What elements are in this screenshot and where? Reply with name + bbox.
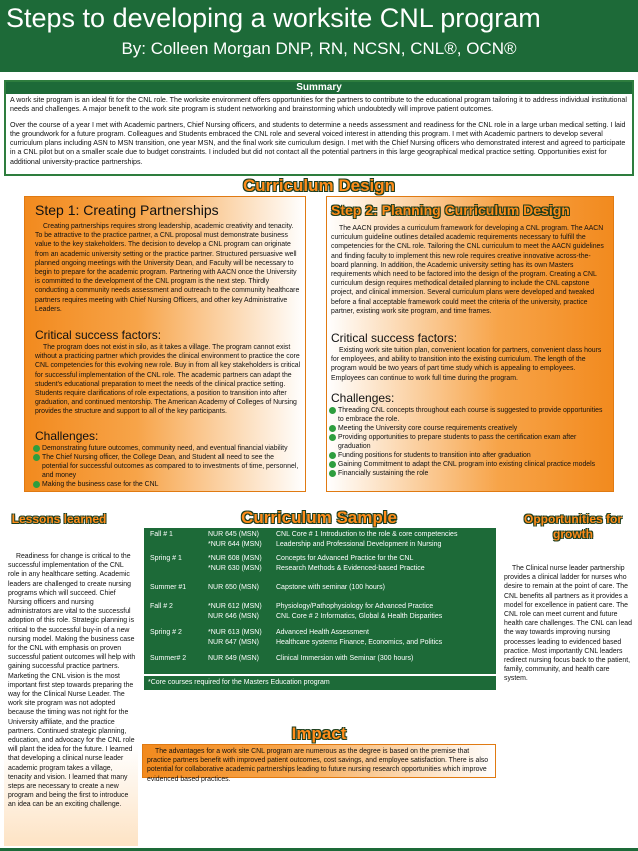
opportunities-title: Opportunities for growth [524, 512, 622, 541]
course-cell: NUR 645 (MSN) *NUR 644 (MSN) [208, 531, 262, 548]
course-cell: NUR 650 (MSN) [208, 584, 259, 591]
description-cell: CNL Core # 1 Introduction to the role & core competencies Leadership and Professional Development in Nursing [276, 531, 458, 548]
term-cell: Spring # 1 [150, 555, 182, 562]
term-cell: Summer# 2 [150, 655, 187, 662]
term-cell: Fall # 2 [150, 603, 173, 610]
course-cell: *NUR 612 (MSN) NUR 646 (MSN) [208, 603, 262, 620]
list-item: Providing opportunities to prepare students to pass the certification exam after graduation [329, 433, 607, 451]
table-footnote: *Core courses required for the Masters Education program [144, 676, 496, 690]
step1-panel [24, 196, 306, 492]
description-cell: Advanced Health Assessment Healthcare systems Finance, Economics, and Politics [276, 629, 443, 646]
summary-paragraph-1: A work site program is an ideal fit for the CNL role. The worksite environment offers opportunities for the partners to contribute to the educational program tailoring it to address individual institutional needs and challenges. A major benefit to the work site program is student networking and brainstorming which undoubtedly will improve patient outcomes. [10, 96, 627, 114]
step1-text: Creating partnerships requires strong leadership, academic creativity and tenacity. To be attractive to the practice partner, a CNL proposal must demonstrate business value to the key stakeholders. The decision to develop a CNL program can originate from an academic university setting or the practice partner. Structured persuasive well planned ongoing meetings with the University Dean, and Faculty will be necessary to begin to prepare for the academic program. Partnering with AACN once the University is committed to the development of the CNL program is the next step. Thirdly conducting a community needs assessment and outreach to the community healthcare partners requires meeting with Chief Nursing Officers, and other key Administrative Leaders. [35, 223, 300, 313]
curriculum-design-title: Curriculum Design [242, 176, 396, 195]
step2-csf-text: Existing work site tuition plan, convenient location for partners, convenient class hours for employees, and ability to transition into the existing curriculum. The length of the program would be two years of part time study which is appealing to employees. Employees can continue to work full time during the program. [331, 347, 602, 382]
lessons-title: Lessons learned [11, 512, 107, 526]
step2-challenges-heading: Challenges: [331, 391, 395, 405]
summary-box [4, 80, 634, 176]
step1-challenges-heading: Challenges: [35, 429, 99, 443]
step1-heading: Step 1: Creating Partnerships [35, 202, 219, 218]
course-cell: *NUR 613 (MSN) NUR 647 (MSN) [208, 629, 262, 646]
impact-text: The advantages for a work site CNL program are numerous as the degree is based on the premise that practice partners benefit with improved patient outcomes, cost savings, and employee satisfaction. There is also potential for collaborative academic partnerships leading to future nursing research opportunities which improve evidenced based practices. [147, 748, 489, 783]
summary-paragraph-2: Over the course of a year I met with Academic partners, Chief Nursing officers, and students to determine a needs assessment and readiness for the CNL role in a large urban medical setting. I laid the groundwork for a future program. Colleagues and Students embraced the CNL role and several voiced interest in attending this program. I met with Academic partners to develop several curriculum plans including ASN to MSN transition, one year MSN, and the final work site curriculum design. I met with the Chief Nursing officers who demonstrated interest and agreed to participate in a CNL pilot but on a smaller scale due to budget constraints. I included but did not contact all the potential partners in this large geographical medical practice setting. Opportunities exist for additional university-practice partnerships. [10, 120, 626, 166]
step2-heading: Step 2: Planning Curriculum Design [331, 202, 570, 218]
list-item: Threading CNL concepts throughout each course is suggested to provide opportunities to embrace the role. [329, 406, 607, 424]
step2-text: The AACN provides a curriculum framework for developing a CNL program. The AACN curriculum guideline outlines detailed academic requirements necessary to fulfill the competencies for the CNL role. Tailoring the CNL curriculum to meet the AACN guidelines and finding faculty to implement this new role requires creative innovative across-the-board planning. In addition, the Academic university setting has its own Masters requirements which need to be factored into the design of the program. Creating a CNL curriculum design requires methodical detailed planning to include the CNL capstone project, and clinical immersion. Several curriculum plans were developed and tweaked before a final acceptable framework could meet the criteria of the university, practice partner, existing work site program, and time frames. [331, 225, 604, 315]
step2-challenges-list [329, 406, 607, 478]
summary-body [6, 94, 632, 175]
course-cell: *NUR 608 (MSN) *NUR 630 (MSN) [208, 555, 262, 572]
step2-csf-heading: Critical success factors: [331, 331, 458, 345]
list-item: Meeting the University core course requirements creatively [329, 424, 607, 433]
term-cell: Spring # 2 [150, 629, 182, 636]
description-cell: Concepts for Advanced Practice for the CNL Research Methods & Evidenced-based Practice [276, 555, 425, 572]
impact-panel [142, 744, 496, 783]
list-item: Demonstrating future outcomes, community need, and eventual financial viability [33, 444, 299, 453]
list-item: Financially sustaining the role [329, 469, 607, 478]
poster-header [0, 0, 638, 72]
curriculum-sample-title: Curriculum Sample [241, 508, 397, 527]
term-cell: Fall # 1 [150, 531, 173, 538]
opportunities-text: The Clinical nurse leader partnership provides a clinical ladder for nurses who desire to remain at the point of care. The CNL benefits all partners as it provides a model for excellence in patient care. The CNL role can meet current and future health care challenges. The CNL can lead the way towards improving nursing processes leading to evidenced based practice. Most importantly CNL leaders redirect nursing focus back to the patient, family, community, and health care system. [504, 565, 632, 683]
description-cell: Capstone with seminar (100 hours) [276, 584, 385, 591]
step1-csf-heading: Critical success factors: [35, 328, 162, 342]
list-item: Making the business case for the CNL [33, 480, 299, 489]
impact-title: Impact [291, 724, 347, 743]
list-item: Gaining Commitment to adapt the CNL program into existing clinical practice models [329, 460, 607, 469]
description-cell: Clinical Immersion with Seminar (300 hours) [276, 655, 414, 662]
list-item: Funding positions for students to transition into after graduation [329, 451, 607, 460]
term-cell: Summer #1 [150, 584, 187, 591]
curriculum-table [144, 528, 496, 674]
step1-challenges-list [33, 444, 299, 489]
poster-author: By: Colleen Morgan DNP, RN, NCSN, CNL®, OCN® [121, 39, 517, 58]
list-item: The Chief Nursing officer, the College Dean, and Student all need to see the potential for successful outcomes as compared to to investments of time, personnel, and money [33, 453, 299, 480]
summary-heading: Summary [6, 82, 632, 94]
opportunities-panel [500, 512, 634, 846]
poster-title: Steps to developing a worksite CNL program [6, 3, 541, 33]
step2-panel [326, 196, 614, 492]
description-cell: Physiology/Pathophysiology for Advanced Practice CNL Core # 2 Informatics, Global & Health Disparities [276, 603, 443, 620]
lessons-panel [4, 512, 138, 846]
course-cell: NUR 649 (MSN) [208, 655, 259, 662]
lessons-text: Readiness for change is critical to the successful implementation of the CNL role in any healthcare setting. Academic leaders are challenged to create nursing programs which will succeed. Chief Nursing officers and nursing administrators are vital to the successful adoption of this role. Strategic planning is critical to the successful buy-in of a new nursing model. Making the business case for the CNL with emphasis on proven successful patient outcomes will help with gaining successful practice partners. Marketing the CNL vision is the most important first step towards preparing the way for the Clinical Nurse Leader. The work site program was not adopted because the timing was not right for the University affiliate, and the practice partners. Continued strategic planning, education, and advocacy for the CNL role will plant the idea for the future. I learned that developing a clinical nurse leader academic program takes a village, tenacity and vision. I learned that many steps are necessary to create a new program and being the first to introduce an idea can be an exciting challenge. [8, 553, 136, 809]
step1-csf-text: The program does not exist in silo, as it takes a village. The program cannot exist without a practicing partner which provides the clinical environment to practice the core CNL competencies for this evolving new role. Buy in from all key stakeholders is critical for successful implementation of the CNL role. The academic partners can adapt the student's educational preparation to meet the needs of the clinical practice setting. Students require clarifications of role expectations, a position to transition into after graduation, and continued mentorship. The American Academy of Colleges of Nursing provides the structure and support to all of the key participants. [35, 344, 301, 416]
